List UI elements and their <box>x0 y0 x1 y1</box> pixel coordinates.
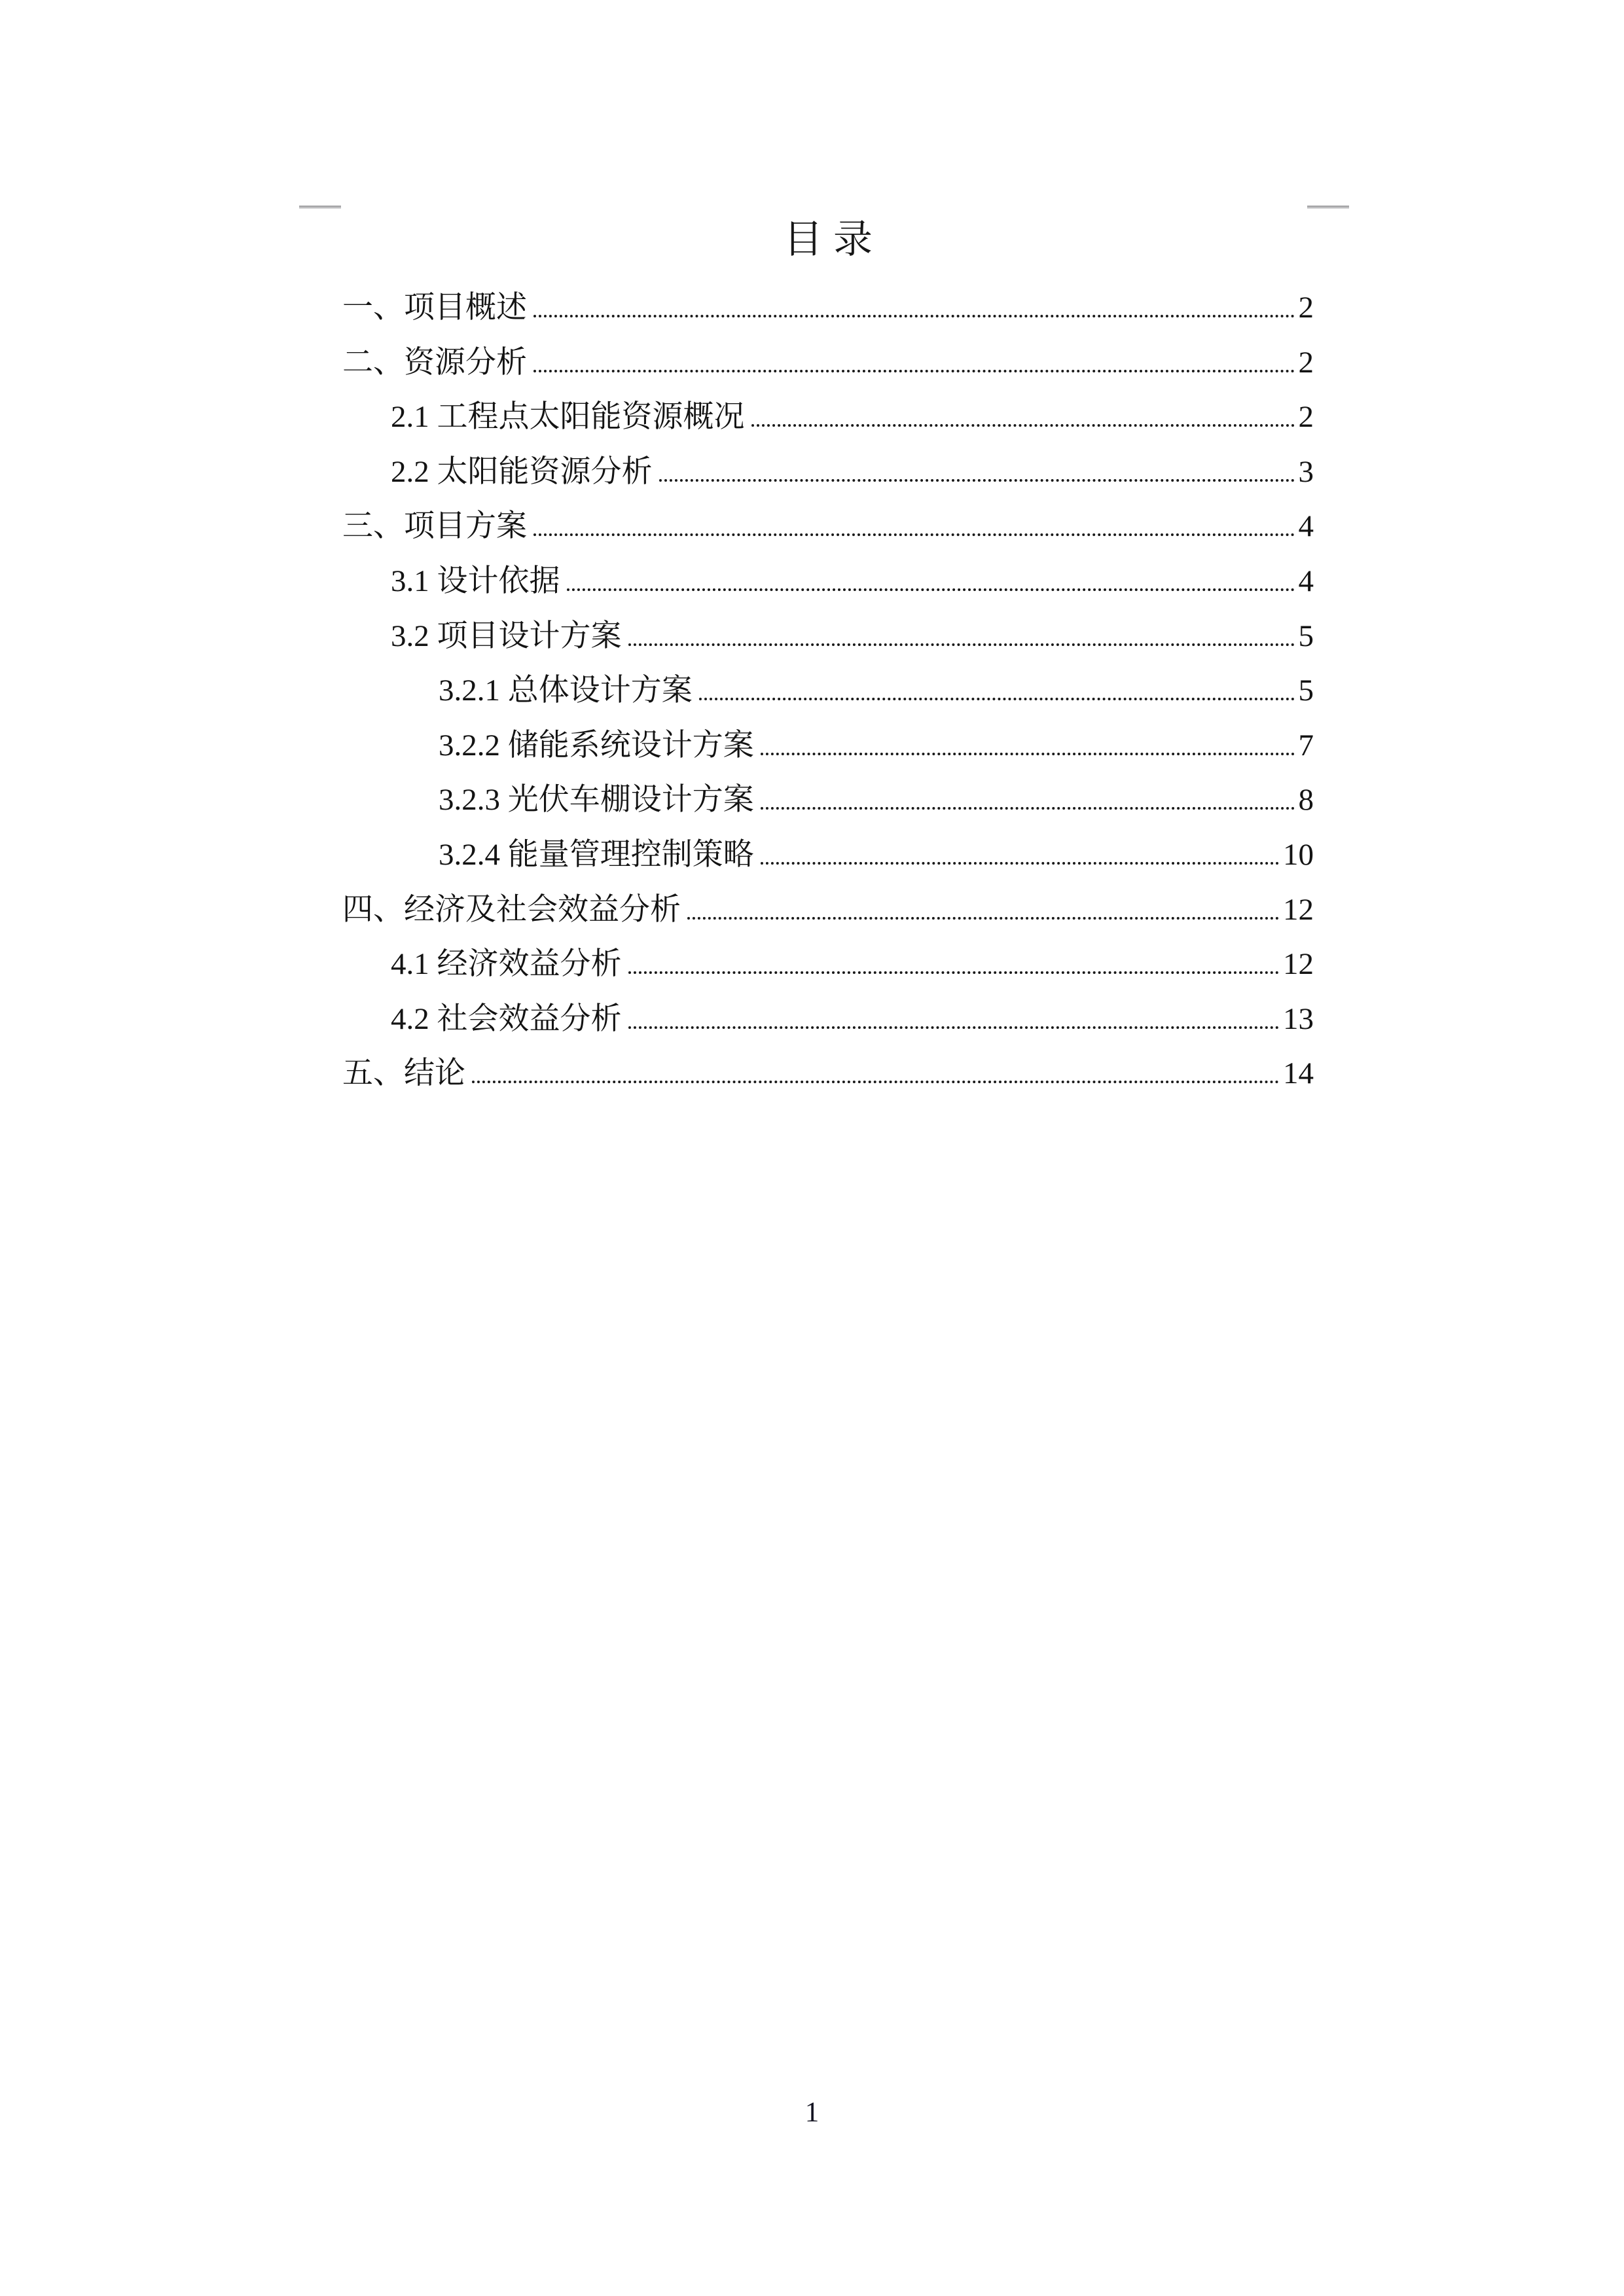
toc-entry-label: 3.2.3 光伏车棚设计方案 <box>439 783 754 817</box>
toc-entry-label: 3.1 设计依据 <box>391 564 560 598</box>
toc-entry-page-number: 12 <box>1283 892 1314 927</box>
toc-leader-dots <box>699 695 1295 700</box>
toc-entry-page-number: 4 <box>1298 564 1314 598</box>
toc-entry[interactable] <box>342 499 1314 554</box>
toc-entry-page-number: 3 <box>1298 454 1314 489</box>
toc-entry-page-number: 8 <box>1298 783 1314 817</box>
toc-entry-label: 五、结论 <box>342 1056 465 1091</box>
toc-entry-page-number: 2 <box>1298 345 1314 380</box>
header-artifact-line-right <box>1307 206 1349 209</box>
toc-entry[interactable] <box>342 664 1314 719</box>
toc-leader-dots <box>761 804 1295 810</box>
toc-entry[interactable] <box>342 281 1314 336</box>
toc-entry-page-number: 14 <box>1283 1056 1314 1091</box>
toc-entry-page-number: 10 <box>1283 837 1314 872</box>
toc-entry-page-number: 12 <box>1283 947 1314 982</box>
toc-leader-dots <box>628 1024 1280 1029</box>
toc-entry-label: 3.2.1 总体设计方案 <box>439 673 693 708</box>
toc-leader-dots <box>761 750 1295 755</box>
toc-leader-dots <box>567 586 1295 591</box>
toc-entry-label: 3.2.4 能量管理控制策略 <box>439 837 754 872</box>
toc-entry-page-number: 4 <box>1298 509 1314 544</box>
toc-leader-dots <box>533 312 1295 317</box>
page-title: 目录 <box>784 218 883 261</box>
toc-entry-label: 4.1 经济效益分析 <box>391 947 622 982</box>
toc-leader-dots <box>628 641 1295 646</box>
toc-list <box>342 281 1314 1102</box>
toc-entry-label: 三、项目方案 <box>342 509 527 544</box>
toc-entry[interactable] <box>342 445 1314 500</box>
toc-entry-label: 3.2 项目设计方案 <box>391 619 622 653</box>
toc-leader-dots <box>687 914 1279 920</box>
toc-entry-label: 2.2 太阳能资源分析 <box>391 454 653 489</box>
toc-entry-label: 二、资源分析 <box>342 345 527 380</box>
toc-entry[interactable] <box>342 554 1314 609</box>
toc-entry-label: 3.2.2 储能系统设计方案 <box>439 728 754 762</box>
header-artifact-line-left <box>299 206 341 209</box>
toc-leader-dots <box>751 422 1295 427</box>
toc-entry-label: 2.1 工程点太阳能资源概况 <box>391 400 745 435</box>
toc-leader-dots <box>761 859 1279 865</box>
footer-page-number: 1 <box>804 2097 820 2128</box>
toc-entry-page-number: 5 <box>1298 673 1314 708</box>
toc-entry-label: 四、经济及社会效益分析 <box>342 892 681 927</box>
toc-entry[interactable] <box>342 719 1314 774</box>
toc-entry-page-number: 5 <box>1298 619 1314 653</box>
toc-entry[interactable] <box>342 992 1314 1047</box>
toc-leader-dots <box>628 969 1280 974</box>
toc-entry-page-number: 2 <box>1298 291 1314 325</box>
toc-entry[interactable] <box>342 609 1314 664</box>
toc-entry-label: 4.2 社会效益分析 <box>391 1001 622 1036</box>
toc-entry[interactable] <box>342 1047 1314 1102</box>
toc-leader-dots <box>533 531 1295 536</box>
toc-entry[interactable] <box>342 390 1314 445</box>
toc-leader-dots <box>472 1078 1279 1083</box>
toc-entry[interactable] <box>342 773 1314 828</box>
toc-entry-page-number: 7 <box>1298 728 1314 762</box>
toc-leader-dots <box>659 476 1295 482</box>
toc-entry[interactable] <box>342 937 1314 992</box>
toc-entry-page-number: 13 <box>1283 1001 1314 1036</box>
toc-entry[interactable] <box>342 883 1314 938</box>
toc-entry[interactable] <box>342 336 1314 391</box>
toc-entry-page-number: 2 <box>1298 400 1314 435</box>
toc-entry-label: 一、项目概述 <box>342 291 527 325</box>
toc-entry[interactable] <box>342 828 1314 883</box>
toc-leader-dots <box>533 367 1295 372</box>
